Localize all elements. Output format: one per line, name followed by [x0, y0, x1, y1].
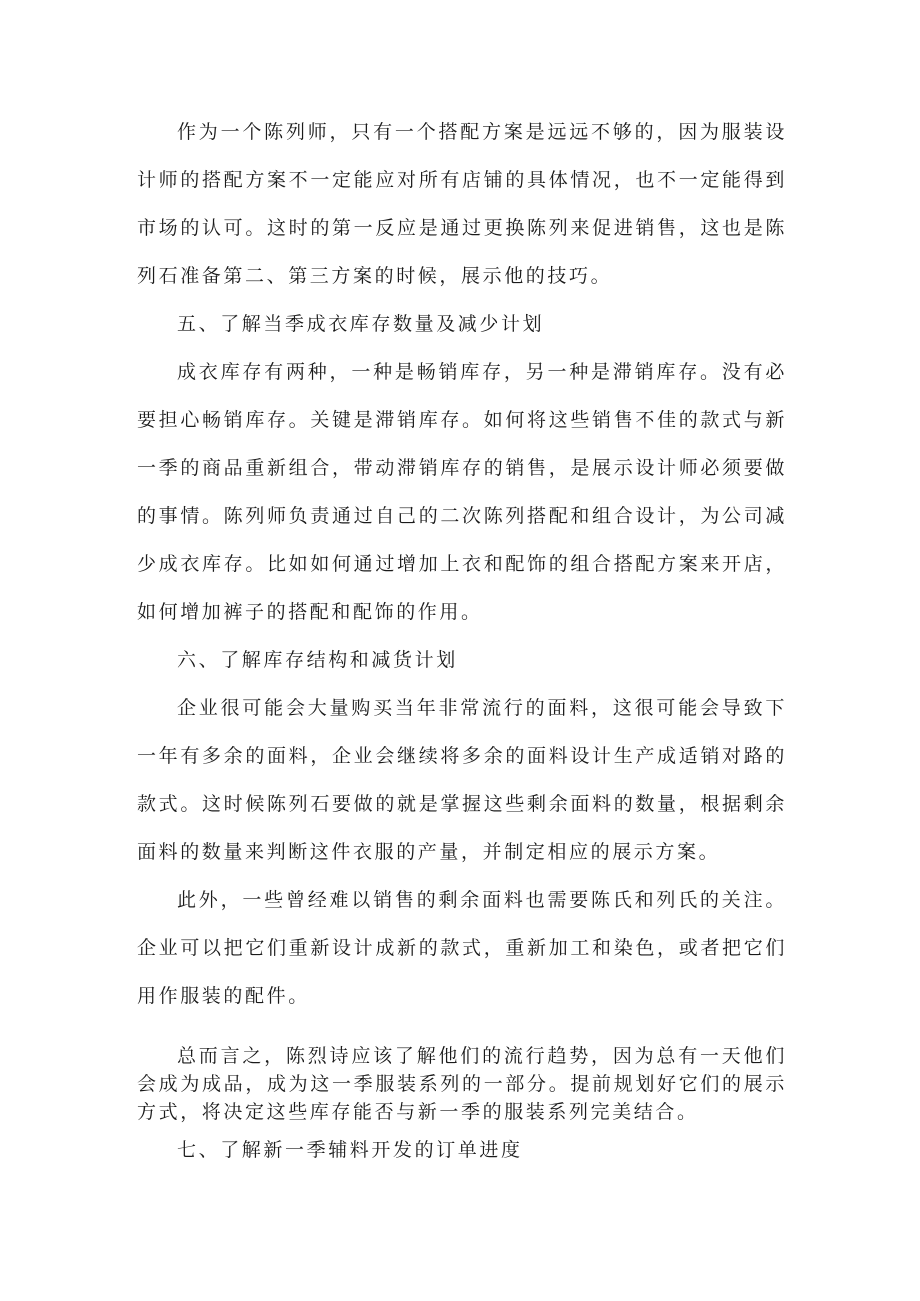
paragraph-surplus-fabric: 企业很可能会大量购买当年非常流行的面料，这很可能会导致下一年有多余的面料，企业会继续将多余的面料设计生产成适销对路的款式。这时候陈列石要做的就是掌握这些剩余面料的数量，根据剩余面料的数量来判断这件衣服的产量，并制定相应的展示方案。	[137, 697, 787, 863]
paragraph-display-plans: 作为一个陈列师，只有一个搭配方案是远远不够的，因为服装设计师的搭配方案不一定能应对所有店铺的具体情况，也不一定能得到市场的认可。这时的第一反应是通过更换陈列来促进销售，这也是陈列石准备第二、第三方案的时候，展示他的技巧。	[137, 121, 787, 287]
paragraph-conclusion: 总而言之，陈烈诗应该了解他们的流行趋势，因为总有一天他们会成为成品，成为这一季服装系列的一部分。提前规划好它们的展示方式，将决定这些库存能否与新一季的服装系列完美结合。	[137, 1045, 787, 1123]
paragraph-garment-inventory: 成衣库存有两种，一种是畅销库存，另一种是滞销库存。没有必要担心畅销库存。关键是滞销库存。如何将这些销售不佳的款式与新一季的商品重新组合，带动滞销库存的销售，是展示设计师必须要做的事情。陈列师负责通过自己的二次陈列搭配和组合设计，为公司减少成衣库存。比如如何通过增加上衣和配饰的组合搭配方案来开店，如何增加裤子的搭配和配饰的作用。	[137, 361, 787, 623]
paragraph-leftover-fabric: 此外，一些曾经难以销售的剩余面料也需要陈氏和列氏的关注。企业可以把它们重新设计成新的款式，重新加工和染色，或者把它们用作服装的配件。	[137, 889, 787, 1007]
heading-section-five: 五、了解当季成衣库存数量及减少计划	[177, 313, 545, 335]
heading-section-six: 六、了解库存结构和减货计划	[177, 649, 458, 671]
heading-section-seven: 七、了解新一季辅料开发的订单进度	[177, 1139, 523, 1161]
